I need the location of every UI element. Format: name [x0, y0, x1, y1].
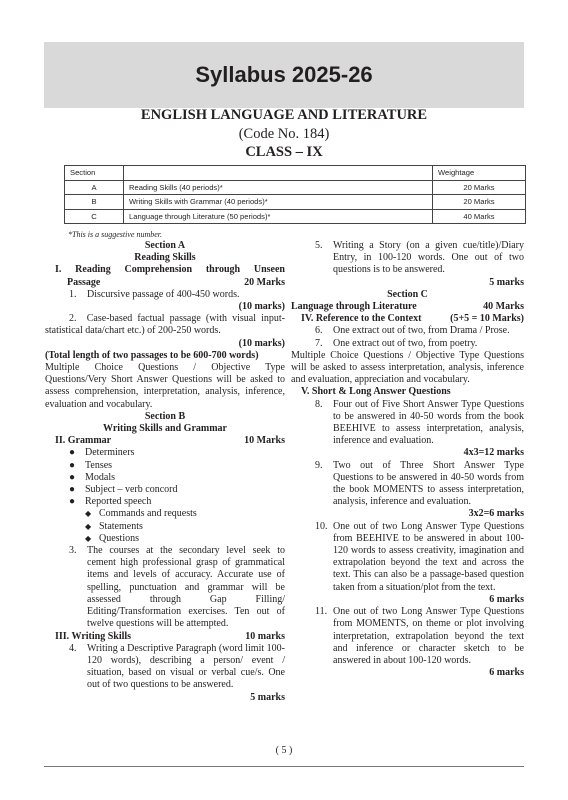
literature-marks: 40 Marks — [483, 301, 524, 313]
table-cell: Reading Skills (40 periods)* — [124, 180, 433, 195]
list-item — [45, 545, 285, 630]
item-number: 11. — [315, 606, 328, 618]
bullet-icon: ● — [69, 447, 76, 459]
item-marks: 6 marks — [489, 593, 524, 605]
writing-skills-marks: 10 marks — [245, 630, 285, 642]
item-text: Writing a Descriptive Paragraph (word limit 100-120 words), describing a person/ event / situation, based on visual or verbal cue/s. One out of two questions to be answered. — [87, 642, 285, 691]
section-b-subheading: Writing Skills and Grammar — [103, 423, 227, 435]
list-item — [45, 472, 285, 484]
table-footnote: *This is a suggestive number. — [68, 230, 162, 239]
list-item — [291, 606, 524, 667]
list-item — [291, 460, 524, 509]
weightage-table — [64, 165, 526, 224]
writing-skills-heading: III. Writing Skills — [55, 630, 132, 642]
item-text: Statements — [99, 520, 143, 532]
item-text: One extract out of two, from poetry. — [333, 337, 478, 349]
item-text: One extract out of two, from Drama / Prose. — [333, 325, 510, 337]
item-number: 6. — [315, 325, 323, 337]
syllabus-banner — [44, 42, 524, 108]
reading-comprehension-heading-cont: Passage — [67, 276, 101, 288]
item-text: Reported speech — [85, 496, 152, 508]
item-number: 8. — [315, 398, 323, 410]
list-item — [45, 508, 285, 520]
reference-heading: IV. Reference to the Context — [301, 313, 422, 325]
item-text: Writing a Story (on a given cue/title)/Diary Entry, in 100-120 words. One out of two questions is to be answered. — [333, 240, 524, 276]
table-cell: 40 Marks — [433, 209, 526, 224]
item-text: Determiners — [85, 447, 135, 459]
item-text: One out of two Long Answer Type Questions from BEEHIVE to be answered in about 100-120 words to assess creativity, imagination and extrapolation beyond the text and across the text. This can also be a passage-based question taken from a situation/plot from the text. — [333, 520, 524, 593]
table-cell: B — [65, 195, 124, 210]
item-text: The courses at the secondary level seek to cement high professional grasp of grammatical items and levels of accuracy. Accurate use of spelling, punctuation and grammar will be assessed through Gap Filling/ Editing/Transformation exercises. Ten out of twelve questions will be attempted. — [87, 545, 285, 630]
diamond-icon: ◆ — [85, 521, 92, 531]
section-a-subheading: Reading Skills — [134, 252, 196, 264]
table-cell: 20 Marks — [433, 195, 526, 210]
diamond-icon: ◆ — [85, 533, 92, 543]
item-text: Questions — [99, 532, 139, 544]
total-length-note: (Total length of two passages to be 600-700 words) — [45, 349, 259, 361]
item-marks: 5 marks — [250, 691, 285, 703]
section-a-heading: Section A — [144, 240, 186, 251]
mcq-description: Multiple Choice Questions / Objective Type Questions/Very Short Answer Questions will be asked to assess comprehension, interpretation, analysis, inference, evaluation and vocabulary. — [45, 362, 285, 410]
item-text: Case-based factual passage (with visual input- statistical data/chart etc.) of 200-250 words. — [45, 313, 285, 337]
item-text: Four out of Five Short Answer Type Questions to be answered in 40-50 words from the book BEEHIVE to assess interpretation, analysis, inference and evaluation. — [333, 398, 524, 447]
item-text: Commands and requests — [99, 508, 197, 520]
item-number: 9. — [315, 459, 323, 471]
bullet-icon: ● — [69, 459, 76, 471]
bullet-icon: ● — [69, 484, 76, 496]
table-row — [65, 209, 526, 224]
list-item — [45, 521, 285, 533]
item-marks: 3x2=6 marks — [468, 508, 524, 520]
list-item — [291, 521, 524, 594]
table-cell: C — [65, 209, 124, 224]
item-number: 2. — [69, 313, 77, 325]
grammar-marks: 10 Marks — [244, 435, 285, 447]
reading-marks: 20 Marks — [244, 276, 285, 288]
table-row — [65, 180, 526, 195]
list-item — [291, 325, 524, 337]
literature-heading: Language through Literature — [291, 301, 417, 313]
list-item — [45, 484, 285, 496]
table-header-cell: Section — [65, 166, 124, 181]
subject-code: (Code No. 184) — [238, 126, 330, 142]
item-number: 1. — [69, 288, 77, 300]
table-cell: 20 Marks — [433, 180, 526, 195]
grammar-heading: II. Grammar — [55, 435, 112, 447]
item-number: 7. — [315, 337, 323, 349]
right-column — [291, 240, 524, 679]
table-header-cell — [124, 166, 433, 181]
page-number: ( 5 ) — [275, 745, 293, 756]
class-title: CLASS – IX — [245, 144, 323, 160]
list-item — [45, 313, 285, 337]
diamond-icon: ◆ — [85, 509, 92, 519]
table-cell: A — [65, 180, 124, 195]
bullet-icon: ● — [69, 471, 76, 483]
footer-divider — [44, 766, 524, 767]
item-marks: (10 marks) — [238, 337, 285, 349]
table-cell: Writing Skills with Grammar (40 periods)* — [124, 195, 433, 210]
list-item — [45, 447, 285, 459]
list-item — [45, 533, 285, 545]
mcq-description: Multiple Choice Questions / Objective Type Questions will be asked to assess interpretation, analysis, inference and evaluation, appreciation and vocabulary. — [291, 349, 524, 386]
list-item — [45, 643, 285, 692]
item-number: 5. — [315, 240, 323, 251]
table-header-row — [65, 166, 526, 181]
list-item — [45, 496, 285, 508]
item-marks: 5 marks — [489, 276, 524, 288]
short-long-heading: V. Short & Long Answer Questions — [301, 386, 451, 398]
table-cell: Language through Literature (50 periods)* — [124, 209, 433, 224]
list-item — [291, 399, 524, 448]
left-column — [45, 240, 285, 704]
item-text: Modals — [85, 471, 115, 483]
item-text: Discursive passage of 400-450 words. — [87, 288, 240, 300]
table-row — [65, 195, 526, 210]
item-marks: 4x3=12 marks — [463, 447, 524, 459]
list-item — [291, 240, 524, 277]
reading-comprehension-heading: I. Reading Comprehension through Unseen — [55, 264, 285, 276]
bullet-icon: ● — [69, 496, 76, 508]
item-text: Two out of Three Short Answer Type Questions to be answered in 40-50 words from the book MOMENTS to assess interpretation, analysis, inference and evaluation. — [333, 459, 524, 508]
list-item — [45, 460, 285, 472]
banner-title: Syllabus 2025-26 — [195, 62, 373, 87]
item-text: Tenses — [85, 459, 113, 471]
item-text: One out of two Long Answer Type Questions from MOMENTS, on theme or plot involving interpretation, extrapolation beyond the text and inference or character sketch to be answered in about 100-120 words. — [333, 606, 524, 666]
item-number: 3. — [69, 545, 77, 557]
item-marks: 6 marks — [489, 667, 524, 679]
list-item — [45, 289, 285, 301]
section-b-heading: Section B — [144, 410, 186, 422]
list-item — [291, 338, 524, 350]
item-marks: (10 marks) — [238, 301, 285, 313]
item-number: 10. — [315, 520, 328, 532]
section-c-heading: Section C — [387, 288, 428, 300]
subject-title: ENGLISH LANGUAGE AND LITERATURE — [140, 107, 428, 123]
item-number: 4. — [69, 642, 77, 654]
item-text: Subject – verb concord — [85, 484, 178, 496]
table-header-cell: Weightage — [433, 166, 526, 181]
reference-marks: (5+5 = 10 Marks) — [450, 313, 524, 325]
